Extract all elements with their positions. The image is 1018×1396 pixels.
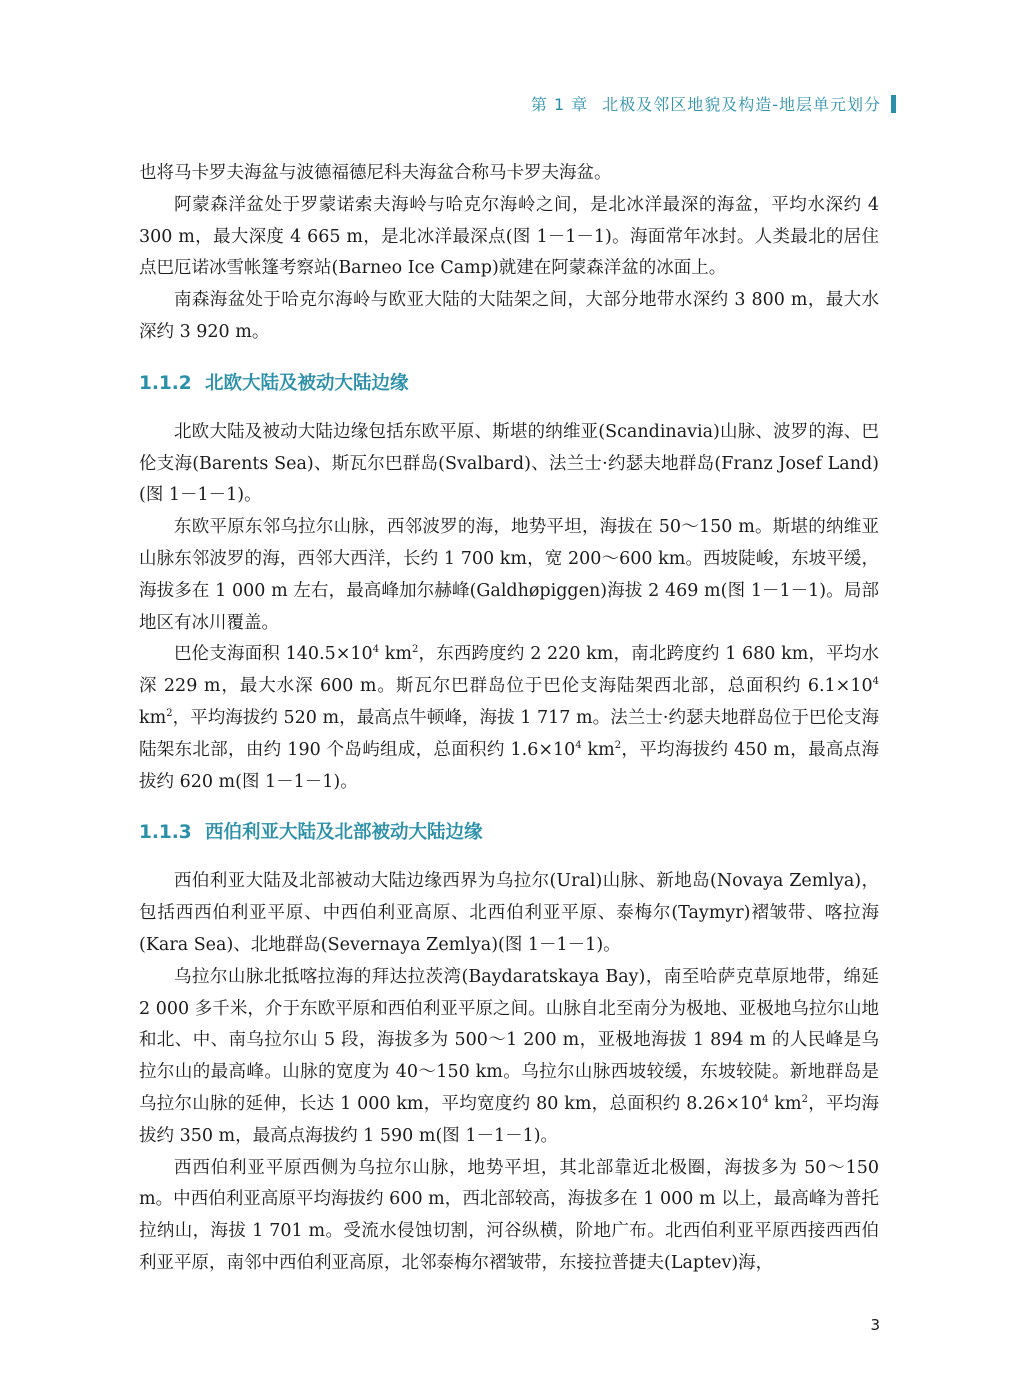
running-header: [531, 92, 896, 115]
chapter-label: 第 1 章: [530, 95, 589, 114]
paragraph-east-europe-plain: 东欧平原东邻乌拉尔山脉，西邻波罗的海，地势平坦，海拔在 50～150 m。斯堪的纳维亚山脉东邻波罗的海，西邻大西洋，长约 1 700 km，宽 200～600 km。西坡陡峻，东坡平缓，海拔多在 1 000 m 左右，最高峰加尔赫峰(Galdhøpiggen)海拔 2 469 m(图 1－1－1)。局部地区有冰川覆盖。: [139, 517, 879, 633]
section-number: 1.1.3: [139, 822, 192, 844]
page-body: [139, 158, 879, 1280]
page-number: 3: [870, 1316, 880, 1334]
section-title: 西伯利亚大陆及北部被动大陆边缘: [205, 822, 483, 844]
header-bar-mark: [891, 95, 896, 113]
section-heading-1-1-3: [139, 818, 879, 848]
section-heading-1-1-2: [139, 369, 879, 399]
paragraph-west-siberian-plain: 西西伯利亚平原西侧为乌拉尔山脉，地势平坦，其北部靠近北极圈，海拔多为 50～150 m。中西伯利亚高原平均海拔约 600 m，西北部较高，海拔多在 1 000 m 以上，最高峰为普托拉纳山，海拔 1 701 m。受流水侵蚀切割，河谷纵横，阶地广布。北西伯利亚平原西接西西伯利亚平原，南邻中西伯利亚高原，北邻泰梅尔褶皱带，东接拉普捷夫(Laptev)海，: [139, 1157, 879, 1273]
section-number: 1.1.2: [139, 372, 192, 394]
paragraph-ural-mountains: 乌拉尔山脉北抵喀拉海的拜达拉茨湾(Baydaratskaya Bay)，南至哈萨克草原地带，绵延 2 000 多千米，介于东欧平原和西伯利亚平原之间。山脉自北至南分为极地、亚极地乌拉尔山地和北、中、南乌拉尔山 5 段，海拔多为 500～1 200 m，亚极地海拔 1 894 m 的人民峰是乌拉尔山的最高峰。山脉的宽度为 40～150 km。乌拉尔山脉西坡较缓，东坡较陡。新地群岛是乌拉尔山脉的延伸，长达 1 000 km，平均宽度约 80 km，总面积约 $8.26\times 10^4$ $km^2$，平均海拔约 350 m，最高点海拔约 1 590 m(图 1－1－1)。: [139, 966, 879, 1146]
paragraph-nansen-basin: 南森海盆处于哈克尔海岭与欧亚大陆的大陆架之间，大部分地带水深约 3 800 m，最大水深约 3 920 m。: [139, 290, 879, 342]
chapter-title: 北极及邻区地貌及构造-地层单元划分: [602, 95, 881, 114]
paragraph-siberia-intro: 西伯利亚大陆及北部被动大陆边缘西界为乌拉尔(Ural)山脉、新地岛(Novaya Zemlya)，包括西西伯利亚平原、中西伯利亚高原、北西伯利亚平原、泰梅尔(Taymyr)褶皱带、喀拉海(Kara Sea)、北地群岛(Severnaya Zemlya)(图 1－1－1)。: [139, 871, 879, 955]
paragraph-continuation: 也将马卡罗夫海盆与波德福德尼科夫海盆合称马卡罗夫海盆。: [139, 163, 612, 183]
paragraph-north-europe-intro: 北欧大陆及被动大陆边缘包括东欧平原、斯堪的纳维亚(Scandinavia)山脉、波罗的海、巴伦支海(Barents Sea)、斯瓦尔巴群岛(Svalbard)、法兰士·约瑟夫地群岛(Franz Josef Land)(图 1－1－1)。: [139, 421, 879, 506]
paragraph-amundsen-basin: 阿蒙森洋盆处于罗蒙诺索夫海岭与哈克尔海岭之间，是北冰洋最深的海盆，平均水深约 4 300 m，最大深度 4 665 m，是北冰洋最深点(图 1－1－1)。海面常年冰封。人类最北的居住点巴厄诺冰雪帐篷考察站(Barneo Ice Camp)就建在阿蒙森洋盆的冰面上。: [139, 194, 879, 279]
paragraph-barents-sea: 巴伦支海面积 $140.5\times 10^4$ $km^2$，东西跨度约 2 220 km，南北跨度约 1 680 km，平均水深 229 m，最大水深 600 m。斯瓦尔巴群岛位于巴伦支海陆架西北部，总面积约 $6.1\times 10^4$ $km^2$，平均海拔约 520 m，最高点牛顿峰，海拔 1 717 m。法兰士·约瑟夫地群岛位于巴伦支海陆架东北部，由约 190 个岛屿组成，总面积约 $1.6\times 10^4$ $km^2$，平均海拔约 450 m，最高点海拔约 620 m(图 1－1－1)。: [139, 644, 880, 792]
section-title: 北欧大陆及被动大陆边缘: [205, 372, 409, 394]
